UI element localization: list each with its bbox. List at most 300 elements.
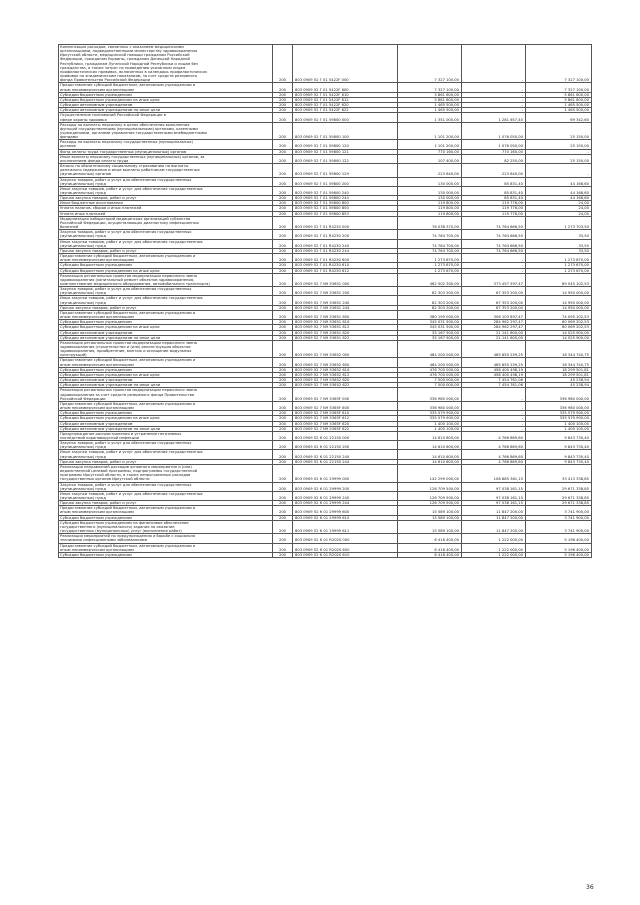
executed-amount-cell: 82 250,00 xyxy=(462,154,526,163)
executed-amount-cell: 85 831,40 xyxy=(462,186,526,195)
table-row xyxy=(59,149,592,154)
executed-amount-cell: 1 076 050,00 xyxy=(462,122,526,140)
expenditure-name-cell: Компенсация расходов, связанных с оказанием медицинскими организациями, подведомственными министерству здравоохранения Иркутской области, медицинской помощи гражданам Российской Федерации, гражданам Украины, гражданам Донецкой Народной Республики, гражданам Луганской Народной Республики и лицам без гражданства, а также затрат по проведению указанным лицам профилактических прививок, включенных в календарь профилактических прививок по эпидемическим показаниям, за счет средств резервного фонда Правительства Российской Федерации xyxy=(59,45,273,83)
table-row xyxy=(59,206,592,211)
approved-amount-cell: 223 640,00 xyxy=(398,164,462,177)
unexecuted-amount-cell: 3 741 900,00 xyxy=(526,515,592,520)
expenditure-name-cell: Реализация региональных проектов модернизации первичного звена здравоохранения за счет средств резервного фонда Правительства Российской Федерации xyxy=(59,388,273,401)
line-code-cell: 200 xyxy=(273,506,293,515)
budget-classification-code-cell: 803 0909 52 К 01 22150 244 xyxy=(293,459,398,464)
executed-amount-cell: - xyxy=(462,45,526,83)
approved-amount-cell: 476 700 000,00 xyxy=(398,367,462,372)
budget-classification-code-cell: 803 0909 52 К 01 29999 200 xyxy=(293,482,398,491)
approved-amount-cell: 74 764 700,00 xyxy=(398,239,462,248)
line-code-cell: 200 xyxy=(273,358,293,367)
line-code-cell: 200 xyxy=(273,441,293,450)
expenditure-name-cell: Субсидии бюджетным учреждениям xyxy=(59,263,273,268)
unexecuted-amount-cell: 1 273 670,00 xyxy=(526,268,592,273)
executed-amount-cell: 306 103 897,47 xyxy=(462,310,526,319)
unexecuted-amount-cell: 14 950 000,00 xyxy=(526,296,592,305)
budget-classification-code-cell: 803 0909 52 7 N9 53651 200 xyxy=(293,287,398,296)
expenditure-name-cell: Закупка товаров, работ и услуг для обеспечения государственных (муниципальных) нужд xyxy=(59,230,273,239)
expenditure-name-cell: Субсидии автономным учреждениям на иные цели xyxy=(59,335,273,340)
table-row xyxy=(59,534,592,543)
line-code-cell: 200 xyxy=(273,401,293,410)
unexecuted-amount-cell: 18 299 501,81 xyxy=(526,372,592,377)
approved-amount-cell: 126 709 500,00 xyxy=(398,491,462,500)
line-code-cell: 200 xyxy=(273,122,293,140)
approved-amount-cell: 462 502 300,00 xyxy=(398,273,462,286)
line-code-cell: 200 xyxy=(273,248,293,253)
approved-amount-cell: 380 199 000,00 xyxy=(398,310,462,319)
executed-amount-cell: 11 847 200,00 xyxy=(462,515,526,520)
line-code-cell: 200 xyxy=(273,491,293,500)
unexecuted-amount-cell: 1 273 703,50 xyxy=(526,216,592,229)
table-row xyxy=(59,296,592,305)
page-number: 36 xyxy=(586,884,594,891)
budget-classification-code-cell: 803 0909 52 Г 01 59800 000 xyxy=(293,113,398,122)
budget-classification-code-cell: 803 0909 52 7 N9 53652 600 xyxy=(293,358,398,367)
budget-classification-code-cell: 803 0909 52 Г 01 59800 122 xyxy=(293,154,398,163)
executed-amount-cell: - xyxy=(462,401,526,410)
unexecuted-amount-cell: 60 069 202,53 xyxy=(526,325,592,330)
unexecuted-amount-cell: - xyxy=(526,149,592,154)
line-code-cell: 200 xyxy=(273,177,293,186)
expenditure-name-cell: Субсидии бюджетным учреждениям xyxy=(59,92,273,97)
approved-amount-cell: 130 000,00 xyxy=(398,196,462,201)
executed-amount-cell: 85 831,40 xyxy=(462,196,526,201)
table-row xyxy=(59,164,592,177)
budget-classification-code-cell: 803 0909 52 7 N9 53651 000 xyxy=(293,273,398,286)
budget-classification-code-cell: 803 0909 52 К 01 29999 000 xyxy=(293,464,398,482)
expenditure-name-cell: Субсидии автономным учреждениям xyxy=(59,103,273,108)
approved-amount-cell: 15 589 100,00 xyxy=(398,520,462,533)
approved-amount-cell: 119 800,00 xyxy=(398,206,462,211)
executed-amount-cell: - xyxy=(462,411,526,416)
budget-classification-code-cell: 803 0909 52 К 01 22150 200 xyxy=(293,441,398,450)
expenditure-name-cell: Субсидии бюджетным учреждениям на иные цели xyxy=(59,97,273,102)
unexecuted-amount-cell: 9 843 730,40 xyxy=(526,450,592,459)
executed-amount-cell: 373 457 597,47 xyxy=(462,273,526,286)
table-row xyxy=(59,186,592,195)
table-row xyxy=(59,543,592,552)
unexecuted-amount-cell: 89 045 102,53 xyxy=(526,273,592,286)
line-code-cell: 200 xyxy=(273,367,293,372)
executed-amount-cell: 74 764 666,50 xyxy=(462,248,526,253)
expenditure-name-cell: Прочая закупка товаров, работ и услуг xyxy=(59,196,273,201)
expenditure-name-cell: Реализация направлений расходов основного мероприятия и (или) ведомственной целевой программы, подпрограммы государственной программы Иркутской области, а также непрограммных расходов государственных органов Иркутской области xyxy=(59,464,273,482)
table-row xyxy=(59,520,592,533)
executed-amount-cell: 7 454 761,06 xyxy=(462,378,526,383)
approved-amount-cell: 1 465 500,00 xyxy=(398,103,462,108)
unexecuted-amount-cell: 25 150,00 xyxy=(526,122,592,140)
unexecuted-amount-cell: 7 327 100,00 xyxy=(526,83,592,92)
expenditure-name-cell: Иные закупки товаров, работ и услуг для обеспечения государственных (муниципальных) нужд xyxy=(59,450,273,459)
line-code-cell: 200 xyxy=(273,501,293,506)
approved-amount-cell: 74 764 700,00 xyxy=(398,230,462,239)
line-code-cell: 200 xyxy=(273,464,293,482)
approved-amount-cell: 7 327 100,00 xyxy=(398,83,462,92)
executed-amount-cell: - xyxy=(462,97,526,102)
unexecuted-amount-cell: 24,00 xyxy=(526,211,592,216)
expenditure-name-cell: Реализация мероприятий по предупреждению и борьбе с социально значимыми инфекционными заболеваниями xyxy=(59,534,273,543)
expenditure-name-cell: Реализация региональных проектов модернизации первичного звена здравоохранения (строительство и (или) реконструкция объектов здравоохранения, приобретение, монтаж и оснащение модульных конструкций) xyxy=(59,340,273,358)
executed-amount-cell: 11 847 200,00 xyxy=(462,506,526,515)
line-code-cell: 200 xyxy=(273,254,293,263)
executed-amount-cell: 4 766 869,60 xyxy=(462,459,526,464)
expenditure-name-cell: Уплата иных платежей xyxy=(59,211,273,216)
line-code-cell: 200 xyxy=(273,388,293,401)
budget-classification-code-cell: 803 0909 52 7 N9 53652 000 xyxy=(293,340,398,358)
approved-amount-cell: 126 709 500,00 xyxy=(398,482,462,491)
line-code-cell: 200 xyxy=(273,450,293,459)
executed-amount-cell: 770 160,00 xyxy=(462,149,526,154)
approved-amount-cell: 6 418 400,00 xyxy=(398,534,462,543)
executed-amount-cell: - xyxy=(462,92,526,97)
approved-amount-cell: 130 000,00 xyxy=(398,186,462,195)
approved-amount-cell: 1 351 000,00 xyxy=(398,113,462,122)
budget-classification-code-cell: 803 0909 52 К 01 22150 240 xyxy=(293,450,398,459)
table-row xyxy=(59,287,592,296)
approved-amount-cell: 82 303 200,00 xyxy=(398,287,462,296)
unexecuted-amount-cell: 24,00 xyxy=(526,201,592,206)
approved-amount-cell: 1 465 500,00 xyxy=(398,108,462,113)
expenditure-name-cell: Субсидии бюджетным учреждениям на иные цели xyxy=(59,416,273,421)
executed-amount-cell: 1 281 657,40 xyxy=(462,113,526,122)
approved-amount-cell: 5 861 600,00 xyxy=(398,92,462,97)
line-code-cell: 200 xyxy=(273,206,293,211)
unexecuted-amount-cell: - xyxy=(526,164,592,177)
budget-classification-code-cell: 803 0909 52 7 N9 5365F 610 xyxy=(293,411,398,416)
line-code-cell: 200 xyxy=(273,83,293,92)
unexecuted-amount-cell: 60 069 202,53 xyxy=(526,320,592,325)
budget-classification-code-cell: 803 0909 52 7 N9 5365F 000 xyxy=(293,388,398,401)
unexecuted-amount-cell: 1 273 670,00 xyxy=(526,263,592,268)
expenditure-name-cell: Субсидии бюджетным учреждениям на финансовое обеспечение государственного (муниципального) задания на оказание государственных (муниципальных) услуг (выполнение работ) xyxy=(59,520,273,533)
budget-classification-code-cell: 803 0909 52 7 N9 53652 622 xyxy=(293,383,398,388)
unexecuted-amount-cell: 29 671 338,85 xyxy=(526,501,592,506)
budget-classification-code-cell: 803 0909 52 Г 01 59800 240 xyxy=(293,186,398,195)
approved-amount-cell: 335 579 900,00 xyxy=(398,416,462,421)
line-code-cell: 200 xyxy=(273,296,293,305)
budget-classification-code-cell: 803 0909 52 7 N9 5365F 622 xyxy=(293,426,398,431)
expenditure-name-cell: Предоставление субсидий бюджетным, автономным учреждениям и иным некоммерческим организациям xyxy=(59,543,273,552)
budget-classification-code-cell: 803 0909 52 Г 01 R4230 600 xyxy=(293,254,398,263)
unexecuted-amount-cell: 45 238,94 xyxy=(526,383,592,388)
budget-execution-table-page xyxy=(58,44,591,558)
approved-amount-cell: 82 303 200,00 xyxy=(398,305,462,310)
expenditure-name-cell: Субсидии бюджетным учреждениям xyxy=(59,320,273,325)
executed-amount-cell: 119 776,00 xyxy=(462,206,526,211)
expenditure-name-cell: Субсидии автономным учреждениям на иные цели xyxy=(59,108,273,113)
executed-amount-cell: 284 962 297,47 xyxy=(462,320,526,325)
line-code-cell: 200 xyxy=(273,534,293,543)
budget-classification-code-cell: 803 0909 52 К 01 22150 000 xyxy=(293,431,398,440)
approved-amount-cell: 14 610 600,00 xyxy=(398,431,462,440)
unexecuted-amount-cell: 1 400 100,00 xyxy=(526,426,592,431)
unexecuted-amount-cell: 335 579 900,00 xyxy=(526,411,592,416)
budget-classification-code-cell: 803 0909 52 Г 01 R4230 200 xyxy=(293,230,398,239)
table-row xyxy=(59,335,592,340)
expenditure-name-cell: Предоставление субсидий бюджетным, автономным учреждениям и иным некоммерческим организациям xyxy=(59,506,273,515)
approved-amount-cell: 484 200 000,00 xyxy=(398,358,462,367)
budget-classification-code-cell: 803 0909 52 Г 01 R4230 000 xyxy=(293,216,398,229)
table-row xyxy=(59,122,592,140)
expenditure-name-cell: Субсидии автономным учреждениям на иные цели xyxy=(59,426,273,431)
line-code-cell: 200 xyxy=(273,45,293,83)
approved-amount-cell: 35 167 500,00 xyxy=(398,330,462,335)
table-row xyxy=(59,358,592,367)
approved-amount-cell: 1 273 670,00 xyxy=(398,263,462,268)
budget-classification-code-cell: 803 0909 52 К 01 29999 244 xyxy=(293,501,398,506)
expenditure-name-cell: Предупреждение распространения и устранение негативных последствий коронавирусной инфекции xyxy=(59,431,273,440)
approved-amount-cell: 1 400 100,00 xyxy=(398,426,462,431)
budget-classification-code-cell: 803 0909 52 7 N9 53651 610 xyxy=(293,320,398,325)
budget-classification-code-cell: 803 0909 52 7 N9 5365F 600 xyxy=(293,401,398,410)
approved-amount-cell: 142 299 000,00 xyxy=(398,464,462,482)
approved-amount-cell: 119 800,00 xyxy=(398,201,462,206)
budget-classification-code-cell: 803 0909 52 7 N9 53652 612 xyxy=(293,372,398,377)
executed-amount-cell: 108 885 361,15 xyxy=(462,464,526,482)
expenditure-name-cell: Субсидии бюджетным учреждениям xyxy=(59,515,273,520)
approved-amount-cell: 770 160,00 xyxy=(398,149,462,154)
table-row xyxy=(59,450,592,459)
budget-classification-code-cell: 803 0909 52 7 N9 53651 600 xyxy=(293,310,398,319)
unexecuted-amount-cell: 33,50 xyxy=(526,230,592,239)
approved-amount-cell: 82 303 200,00 xyxy=(398,296,462,305)
line-code-cell: 200 xyxy=(273,263,293,268)
line-code-cell: 200 xyxy=(273,426,293,431)
unexecuted-amount-cell: 336 980 000,00 xyxy=(526,388,592,401)
expenditure-name-cell: Прочая закупка товаров, работ и услуг xyxy=(59,305,273,310)
unexecuted-amount-cell: 5 861 600,00 xyxy=(526,92,592,97)
line-code-cell: 200 xyxy=(273,421,293,426)
unexecuted-amount-cell: 5 196 400,00 xyxy=(526,534,592,543)
unexecuted-amount-cell: 33,50 xyxy=(526,248,592,253)
budget-classification-code-cell: 803 0909 52 Г 01 R4230 610 xyxy=(293,263,398,268)
table-row xyxy=(59,239,592,248)
unexecuted-amount-cell: 335 579 900,00 xyxy=(526,416,592,421)
line-code-cell: 200 xyxy=(273,97,293,102)
unexecuted-amount-cell: 45 238,94 xyxy=(526,378,592,383)
unexecuted-amount-cell: 1 465 500,00 xyxy=(526,103,592,108)
executed-amount-cell: 67 353 200,00 xyxy=(462,287,526,296)
unexecuted-amount-cell: 18 344 740,75 xyxy=(526,340,592,358)
expenditure-name-cell: Субсидии автономным учреждениям на иные цели xyxy=(59,383,273,388)
line-code-cell: 200 xyxy=(273,515,293,520)
executed-amount-cell: 85 831,40 xyxy=(462,177,526,186)
unexecuted-amount-cell: 18 299 501,81 xyxy=(526,367,592,372)
unexecuted-amount-cell: 3 741 900,00 xyxy=(526,520,592,533)
table-body xyxy=(59,45,592,558)
line-code-cell: 200 xyxy=(273,482,293,491)
line-code-cell: 200 xyxy=(273,325,293,330)
line-code-cell: 200 xyxy=(273,320,293,325)
expenditure-name-cell: Субсидии бюджетным учреждениям на иные цели xyxy=(59,372,273,377)
table-row xyxy=(59,482,592,491)
line-code-cell: 200 xyxy=(273,372,293,377)
expenditure-name-cell: Закупка товаров, работ и услуг для обеспечения государственных (муниципальных) нужд xyxy=(59,287,273,296)
unexecuted-amount-cell: 9 843 730,40 xyxy=(526,431,592,440)
line-code-cell: 200 xyxy=(273,108,293,113)
table-row xyxy=(59,254,592,263)
executed-amount-cell: 7 454 761,06 xyxy=(462,383,526,388)
expenditure-name-cell: Иные бюджетные ассигнования xyxy=(59,201,273,206)
budget-classification-code-cell: 803 0909 52 Г 01 5422F 620 xyxy=(293,103,398,108)
unexecuted-amount-cell: 18 344 740,75 xyxy=(526,358,592,367)
expenditure-name-cell: Осуществление полномочий Российской Федерации в сфере охраны здоровья xyxy=(59,113,273,122)
budget-classification-code-cell: 803 0909 52 7 N9 53651 244 xyxy=(293,305,398,310)
executed-amount-cell: 1 222 000,00 xyxy=(462,543,526,552)
line-code-cell: 200 xyxy=(273,520,293,533)
approved-amount-cell: 6 418 400,00 xyxy=(398,552,462,557)
executed-amount-cell: - xyxy=(462,103,526,108)
executed-amount-cell: 97 038 161,15 xyxy=(462,491,526,500)
executed-amount-cell: - xyxy=(462,416,526,421)
expenditure-name-cell: Субсидии автономным учреждениям xyxy=(59,330,273,335)
unexecuted-amount-cell: 44 168,60 xyxy=(526,196,592,201)
table-row xyxy=(59,340,592,358)
table-row xyxy=(59,325,592,330)
unexecuted-amount-cell: 1 465 500,00 xyxy=(526,108,592,113)
expenditure-name-cell: Иные закупки товаров, работ и услуг для обеспечения государственных (муниципальных) нужд xyxy=(59,296,273,305)
line-code-cell: 200 xyxy=(273,268,293,273)
executed-amount-cell: 1 222 000,00 xyxy=(462,534,526,543)
expenditure-name-cell: Субсидии автономным учреждениям xyxy=(59,421,273,426)
expenditure-name-cell: Предоставление субсидий бюджетным, автономным учреждениям и иным некоммерческим организациям xyxy=(59,254,273,263)
line-code-cell: 200 xyxy=(273,543,293,552)
line-code-cell: 200 xyxy=(273,340,293,358)
unexecuted-amount-cell: 1 273 670,00 xyxy=(526,254,592,263)
line-code-cell: 200 xyxy=(273,201,293,206)
expenditure-name-cell: Субсидии бюджетным учреждениям xyxy=(59,552,273,557)
table-row xyxy=(59,441,592,450)
executed-amount-cell: 458 400 498,19 xyxy=(462,372,526,377)
budget-classification-code-cell: 803 0909 52 К 01 29999 611 xyxy=(293,520,398,533)
line-code-cell: 200 xyxy=(273,335,293,340)
budget-classification-code-cell: 803 0909 52 Г 01 59800 120 xyxy=(293,140,398,149)
budget-classification-code-cell: 803 0909 52 К 01 R2020 610 xyxy=(293,552,398,557)
executed-amount-cell: 11 847 200,00 xyxy=(462,520,526,533)
unexecuted-amount-cell: 5 196 400,00 xyxy=(526,543,592,552)
approved-amount-cell: 14 610 600,00 xyxy=(398,459,462,464)
budget-classification-code-cell: 803 0909 52 Г 01 59800 121 xyxy=(293,149,398,154)
executed-amount-cell: 67 353 200,00 xyxy=(462,305,526,310)
table-row xyxy=(59,177,592,186)
table-row xyxy=(59,273,592,286)
unexecuted-amount-cell: 14 025 900,00 xyxy=(526,330,592,335)
approved-amount-cell: 126 709 500,00 xyxy=(398,501,462,506)
executed-amount-cell: 1 076 050,00 xyxy=(462,140,526,149)
expenditure-name-cell: Предоставление субсидий бюджетным, автономным учреждениям и иным некоммерческим организациям xyxy=(59,401,273,410)
table-row xyxy=(59,113,592,122)
executed-amount-cell: - xyxy=(462,268,526,273)
approved-amount-cell: 1 101 200,00 xyxy=(398,122,462,140)
budget-execution-table xyxy=(58,44,592,558)
executed-amount-cell: 4 766 869,60 xyxy=(462,431,526,440)
unexecuted-amount-cell: 5 196 400,00 xyxy=(526,552,592,557)
unexecuted-amount-cell: 14 950 000,00 xyxy=(526,287,592,296)
executed-amount-cell: 97 038 161,15 xyxy=(462,482,526,491)
unexecuted-amount-cell: 24,00 xyxy=(526,206,592,211)
line-code-cell: 200 xyxy=(273,305,293,310)
budget-classification-code-cell: 803 0909 52 7 N9 53651 622 xyxy=(293,335,398,340)
expenditure-name-cell: Субсидии бюджетным учреждениям xyxy=(59,367,273,372)
budget-classification-code-cell: 803 0909 52 Г 01 5422F 000 xyxy=(293,45,398,83)
unexecuted-amount-cell: 69 342,60 xyxy=(526,113,592,122)
unexecuted-amount-cell: 9 843 730,40 xyxy=(526,441,592,450)
budget-classification-code-cell: 803 0909 52 Г 01 59800 853 xyxy=(293,211,398,216)
expenditure-name-cell: Расходы на выплаты персоналу государственных (муниципальных) органов xyxy=(59,140,273,149)
budget-classification-code-cell: 803 0909 52 Г 01 R4230 240 xyxy=(293,239,398,248)
budget-classification-code-cell: 803 0909 52 Г 01 R4230 612 xyxy=(293,268,398,273)
line-code-cell: 200 xyxy=(273,140,293,149)
budget-classification-code-cell: 803 0909 52 7 N9 5365F 620 xyxy=(293,421,398,426)
line-code-cell: 200 xyxy=(273,92,293,97)
table-row xyxy=(59,140,592,149)
unexecuted-amount-cell: 14 950 000,00 xyxy=(526,305,592,310)
approved-amount-cell: 1 101 200,00 xyxy=(398,140,462,149)
line-code-cell: 200 xyxy=(273,287,293,296)
budget-classification-code-cell: 803 0909 52 7 N9 53651 240 xyxy=(293,296,398,305)
table-row xyxy=(59,83,592,92)
expenditure-name-cell: Предоставление субсидий бюджетным, автономным учреждениям и иным некоммерческим организациям xyxy=(59,83,273,92)
unexecuted-amount-cell: 33 413 338,85 xyxy=(526,464,592,482)
line-code-cell: 200 xyxy=(273,330,293,335)
executed-amount-cell: - xyxy=(462,108,526,113)
budget-classification-code-cell: 803 0909 52 Г 01 59800 129 xyxy=(293,164,398,177)
line-code-cell: 200 xyxy=(273,230,293,239)
approved-amount-cell: 476 700 000,00 xyxy=(398,372,462,377)
line-code-cell: 200 xyxy=(273,211,293,216)
expenditure-name-cell: Расходы на выплаты персоналу в целях обеспечения выполнения функций государственными (муниципальными) органами, казенными учреждениями, органами управления государственными внебюджетными фондами xyxy=(59,122,273,140)
budget-classification-code-cell: 803 0909 52 К 01 29999 240 xyxy=(293,491,398,500)
unexecuted-amount-cell: 29 671 338,85 xyxy=(526,491,592,500)
executed-amount-cell: 4 766 869,60 xyxy=(462,450,526,459)
line-code-cell: 200 xyxy=(273,411,293,416)
executed-amount-cell: 74 764 666,50 xyxy=(462,230,526,239)
approved-amount-cell: 7 327 100,00 xyxy=(398,45,462,83)
budget-classification-code-cell: 803 0909 52 Г 01 5422F 622 xyxy=(293,108,398,113)
line-code-cell: 200 xyxy=(273,186,293,195)
executed-amount-cell: 465 855 259,25 xyxy=(462,340,526,358)
budget-classification-code-cell: 803 0909 52 Г 01 59800 850 xyxy=(293,206,398,211)
line-code-cell: 200 xyxy=(273,273,293,286)
line-code-cell: 200 xyxy=(273,552,293,557)
approved-amount-cell: 336 980 000,00 xyxy=(398,388,462,401)
approved-amount-cell: 15 589 100,00 xyxy=(398,506,462,515)
approved-amount-cell: 336 980 000,00 xyxy=(398,401,462,410)
approved-amount-cell: 119 800,00 xyxy=(398,211,462,216)
budget-classification-code-cell: 803 0909 52 7 N9 5365F 612 xyxy=(293,416,398,421)
approved-amount-cell: 76 038 370,00 xyxy=(398,216,462,229)
expenditure-name-cell: Иные выплаты персоналу государственных (муниципальных) органов, за исключением фонда оплаты труда xyxy=(59,154,273,163)
table-row xyxy=(59,310,592,319)
table-row xyxy=(59,372,592,377)
executed-amount-cell: 97 038 161,15 xyxy=(462,501,526,506)
approved-amount-cell: 35 167 500,00 xyxy=(398,335,462,340)
approved-amount-cell: 345 031 500,00 xyxy=(398,325,462,330)
budget-classification-code-cell: 803 0909 52 К 01 R2020 600 xyxy=(293,543,398,552)
line-code-cell: 200 xyxy=(273,196,293,201)
expenditure-name-cell: Субсидии бюджетным учреждениям xyxy=(59,411,273,416)
table-row xyxy=(59,216,592,229)
table-row xyxy=(59,431,592,440)
approved-amount-cell: 345 031 500,00 xyxy=(398,320,462,325)
budget-classification-code-cell: 803 0909 52 К 01 R2020 000 xyxy=(293,534,398,543)
executed-amount-cell: - xyxy=(462,83,526,92)
approved-amount-cell: 130 000,00 xyxy=(398,177,462,186)
